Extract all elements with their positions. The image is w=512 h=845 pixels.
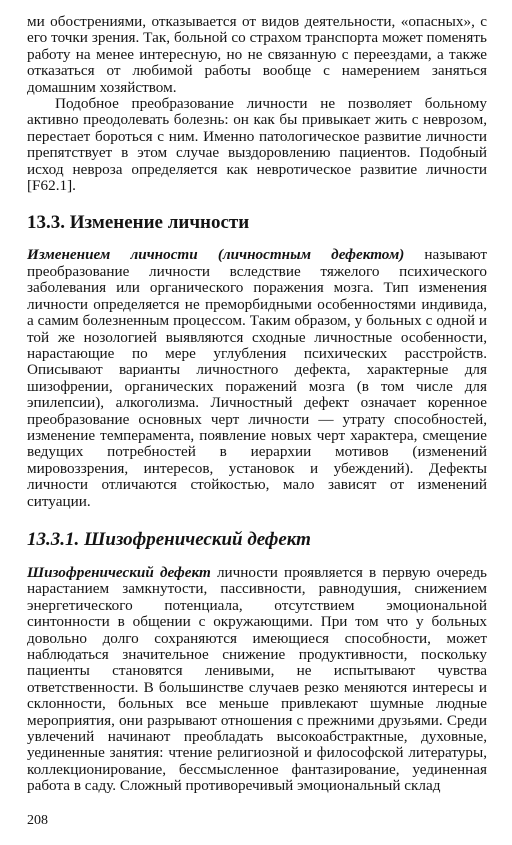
paragraph-personality-change [27,247,487,510]
section-heading: 13.3. Изменение личности [27,212,250,234]
paragraph-schizophrenic-defect [27,565,487,795]
paragraph-body: называют преобразование личности вследствие тяжелого психического заболевания или органического поражения мозга. Тип изменения личности определяется не преморбидными особенностями индивида, а самим болезненным процессом. Таким образом, у больных с одной и той же нозологией выявляются сходные личностные особенности, нарастающие по мере углубления психических расстройств. Описывают варианты личностного дефекта, характерные для шизофрении, органических поражений мозга (в том числе для эпилепсии), алкоголизма. Личностный дефект означает коренное преобразование основных черт личности — утрату способностей, изменение темперамента, появление новых черт характера, смещение ведущих потребностей в иерархии мотивов (изменений мировоззрения, интересов, установок и убеждений). Дефекты личности отличаются стойкостью, мало зависят от изменений ситуации. [27,246,487,510]
page-number: 208 [27,813,48,828]
paragraph-body: личности проявляется в первую очередь нарастанием замкнутости, пассивности, равнодушия, снижением энергетического потенциала, отсутствием эмоциональной синтонности в общении с окружающими. При том что у больных довольно долго сохраняются имеющиеся способности, может наблюдаться значительное снижение продуктивности, поскольку пациенты становятся ленивыми, не испытывают чувства ответственности. В большинстве случаев резко меняются интересы и склонности, больных все меньше привлекают шумные людные мероприятия, они разрывают отношения с прежними друзьями. Среди увлечений начинают преобладать высокоабстрактные, духовные, уединенные занятия: чтение религиозной и философской литературы, коллекционирование, бессмысленное фантазирование, уединенная работа в саду. Сложный противоречивый эмоциональный склад [27,563,487,795]
paragraph-neurotic-development: Подобное преобразование личности не позволяет больному активно преодолевать болезнь: он как бы привыкает жить с неврозом, перестает бороться с ним. Именно патологическое развитие личности препятствует в этом случае выздоровлению пациентов. Подобный исход невроза определяется как невротическое развитие личности [F62.1]. [27,95,487,195]
defined-term: Изменением личности (личностным дефектом) [27,246,405,264]
subsection-heading: 13.3.1. Шизофренический дефект [27,528,311,550]
continued-paragraph: ми обострениями, отказывается от видов деятельности, «опасных», с его точки зрения. Так, больной со страхом транспорта может поменять работу на менее интересную, но не связанную с переездами, а также отказаться от любимой работы вообще с намерением заняться домашним хозяйством. [27,13,487,96]
defined-term: Шизофренический дефект [27,563,211,581]
